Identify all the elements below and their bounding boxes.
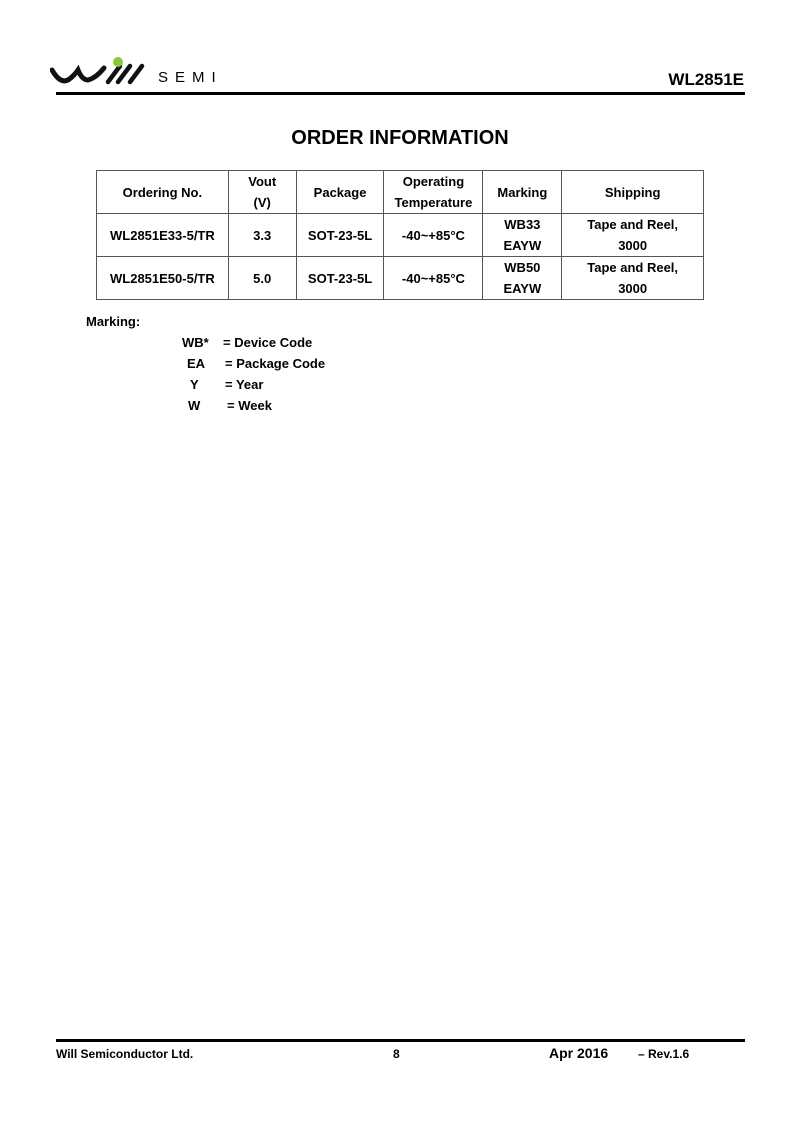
cell-vout: 5.0 bbox=[228, 257, 296, 300]
marking-code: EA bbox=[187, 356, 206, 371]
cell-package: SOT-23-5L bbox=[296, 214, 384, 257]
order-information-table bbox=[96, 170, 704, 300]
marking-code: Y bbox=[190, 377, 199, 392]
marking-code: WB* bbox=[182, 335, 209, 350]
header-package: Package bbox=[296, 171, 384, 214]
cell-ordering-no: WL2851E33-5/TR bbox=[97, 214, 229, 257]
cell-package: SOT-23-5L bbox=[296, 257, 384, 300]
table-header-row bbox=[97, 171, 704, 214]
footer-date: Apr 2016 bbox=[549, 1045, 609, 1061]
cell-vout: 3.3 bbox=[228, 214, 296, 257]
cell-shipping: Tape and Reel, 3000 bbox=[562, 257, 704, 300]
table-row bbox=[97, 257, 704, 300]
header-divider bbox=[56, 92, 745, 95]
header-temperature: Operating Temperature bbox=[384, 171, 483, 214]
marking-heading: Marking: bbox=[86, 314, 141, 329]
footer-company: Will Semiconductor Ltd. bbox=[56, 1047, 194, 1061]
header-vout: Vout (V) bbox=[228, 171, 296, 214]
cell-temperature: -40~+85°C bbox=[384, 214, 483, 257]
cell-shipping: Tape and Reel, 3000 bbox=[562, 214, 704, 257]
footer-revision: – Rev.1.6 bbox=[638, 1047, 690, 1061]
cell-temperature: -40~+85°C bbox=[384, 257, 483, 300]
page-title: ORDER INFORMATION bbox=[291, 127, 509, 149]
marking-description: = Week bbox=[227, 398, 272, 413]
header-marking: Marking bbox=[483, 171, 562, 214]
marking-description: = Package Code bbox=[225, 356, 326, 371]
cell-ordering-no: WL2851E50-5/TR bbox=[97, 257, 229, 300]
page-header bbox=[0, 0, 800, 100]
table-row bbox=[97, 214, 704, 257]
header-ordering-no: Ordering No. bbox=[97, 171, 229, 214]
cell-marking: WB50 EAYW bbox=[483, 257, 562, 300]
footer-divider bbox=[56, 1039, 745, 1042]
cell-marking: WB33 EAYW bbox=[483, 214, 562, 257]
marking-description: = Device Code bbox=[223, 335, 313, 350]
page-number: 8 bbox=[393, 1047, 400, 1061]
marking-description: = Year bbox=[225, 377, 264, 392]
header-shipping: Shipping bbox=[562, 171, 704, 214]
logo-text: SEMI bbox=[158, 69, 223, 86]
part-number: WL2851E bbox=[668, 70, 744, 89]
marking-code: W bbox=[188, 398, 201, 413]
